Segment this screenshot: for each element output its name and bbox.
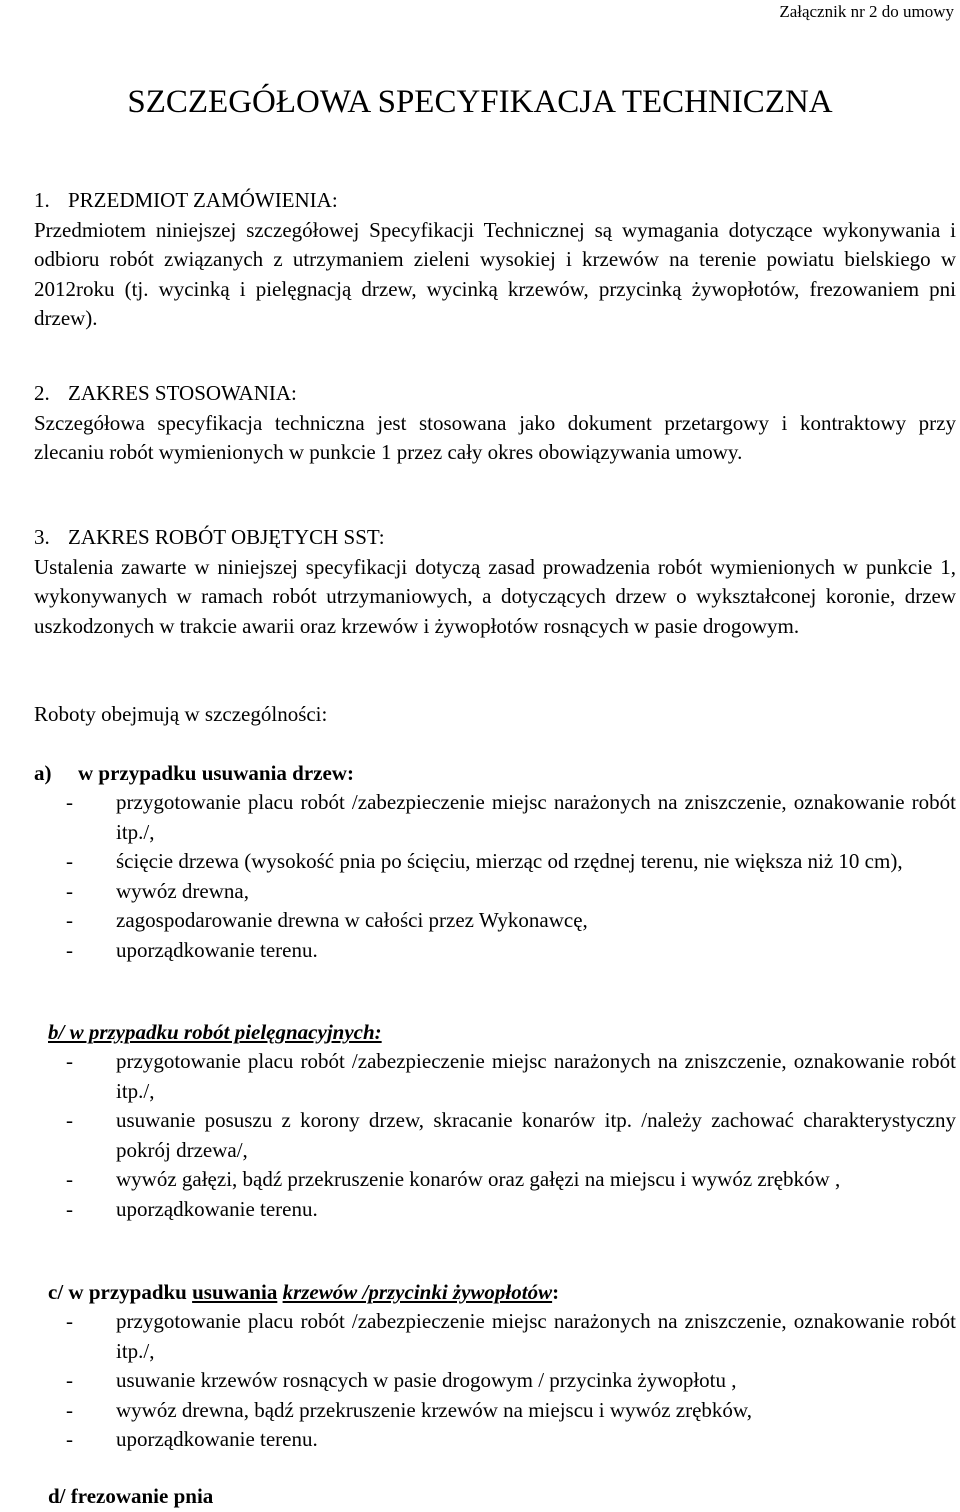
- works-intro: Roboty obejmują w szczególności:: [34, 702, 328, 726]
- list-item: - zagospodarowanie drewna w całości przez Wykonawcę,: [66, 906, 956, 936]
- subsection-c-list: [66, 1307, 956, 1455]
- list-item: - uporządkowanie terenu.: [66, 936, 956, 966]
- section-3-body: Ustalenia zawarte w niniejszej specyfikacji dotyczą zasad prowadzenia robót wymienionych w punkcie 1, wykonywanych w ramach robót utrzymaniowych, a dotyczących drzew o wykształconej koronie, drzew uszkodzonych w trakcie awarii oraz krzewów i żywopłotów rosnących w pasie drogowym.: [34, 554, 956, 638]
- list-item: - przygotowanie placu robót /zabezpieczenie miejsc narażonych na zniszczenie, oznakowanie robót itp./,: [66, 788, 956, 847]
- subsection-a-title: w przypadku usuwania drzew:: [78, 761, 354, 785]
- section-3: [34, 523, 956, 641]
- section-3-heading: [34, 523, 956, 553]
- subsection-c-usuwania: usuwania: [192, 1280, 278, 1304]
- list-item: - ścięcie drzewa (wysokość pnia po ścięciu, mierząc od rzędnej terenu, nie większa niż 10 cm),: [66, 847, 956, 877]
- list-item: - usuwanie krzewów rosnących w pasie drogowym / przycinka żywopłotu ,: [66, 1366, 956, 1396]
- list-item: - wywóz drewna, bądź przekruszenie krzewów na miejscu i wywóz zrębków,: [66, 1396, 956, 1426]
- section-1-heading: [34, 186, 956, 216]
- list-item: - uporządkowanie terenu.: [66, 1425, 956, 1455]
- annex-label: Załącznik nr 2 do umowy: [779, 2, 954, 21]
- list-item: - przygotowanie placu robót /zabezpieczenie miejsc narażonych na zniszczenie, oznakowanie robót itp./,: [66, 1307, 956, 1366]
- list-item: - wywóz drewna,: [66, 877, 956, 907]
- section-2-heading: [34, 379, 956, 409]
- section-2-number: 2.: [34, 381, 50, 405]
- subsection-c-heading: [48, 1278, 559, 1308]
- section-2-body: Szczegółowa specyfikacja techniczna jest stosowana jako dokument przetargowy i kontraktowy przy zlecaniu robót wymienionych w punkcie 1 przez cały okres obowiązywania umowy.: [34, 410, 956, 464]
- list-item: - uporządkowanie terenu.: [66, 1195, 956, 1225]
- section-1-body: Przedmiotem niniejszej szczegółowej Specyfikacji Technicznej są wymagania dotyczące wykonywania i odbioru robót związanych z utrzymaniem zieleni wysokiej i krzewów na terenie powiatu bielskiego w 2012roku (tj. wycinką i pielęgnacją drzew, wycinką krzewów, przycinką żywopłotów, frezowaniem pni drzew).: [34, 217, 956, 330]
- list-item: - wywóz gałęzi, bądź przekruszenie konarów oraz gałęzi na miejscu i wywóz zrębków ,: [66, 1165, 956, 1195]
- subsection-b-heading: b/ w przypadku robót pielęgnacyjnych:: [48, 1020, 382, 1044]
- subsection-a-label: a): [34, 761, 52, 785]
- section-3-number: 3.: [34, 525, 50, 549]
- list-item: - usuwanie posuszu z korony drzew, skracanie konarów itp. /należy zachować charakterystyczny pokrój drzewa/,: [66, 1106, 956, 1165]
- subsection-b-list: [66, 1047, 956, 1224]
- subsection-a-heading: [34, 759, 354, 789]
- section-1-number: 1.: [34, 188, 50, 212]
- subsection-d-heading: d/ frezowanie pnia: [48, 1484, 214, 1508]
- section-2-title: ZAKRES STOSOWANIA:: [68, 381, 297, 405]
- section-2: [34, 379, 956, 468]
- section-1-title: PRZEDMIOT ZAMÓWIENIA:: [68, 188, 338, 212]
- document-title: SZCZEGÓŁOWA SPECYFIKACJA TECHNICZNA: [127, 84, 833, 120]
- subsection-c-colon: :: [552, 1280, 560, 1304]
- section-3-title: ZAKRES ROBÓT OBJĘTYCH SST:: [68, 525, 385, 549]
- subsection-c-italic: krzewów /przycinki żywopłotów: [282, 1280, 553, 1304]
- subsection-a-list: [66, 788, 956, 965]
- list-item: - przygotowanie placu robót /zabezpieczenie miejsc narażonych na zniszczenie, oznakowanie robót itp./,: [66, 1047, 956, 1106]
- subsection-c-prefix: c/ w przypadku: [48, 1280, 193, 1304]
- section-1: [34, 186, 956, 334]
